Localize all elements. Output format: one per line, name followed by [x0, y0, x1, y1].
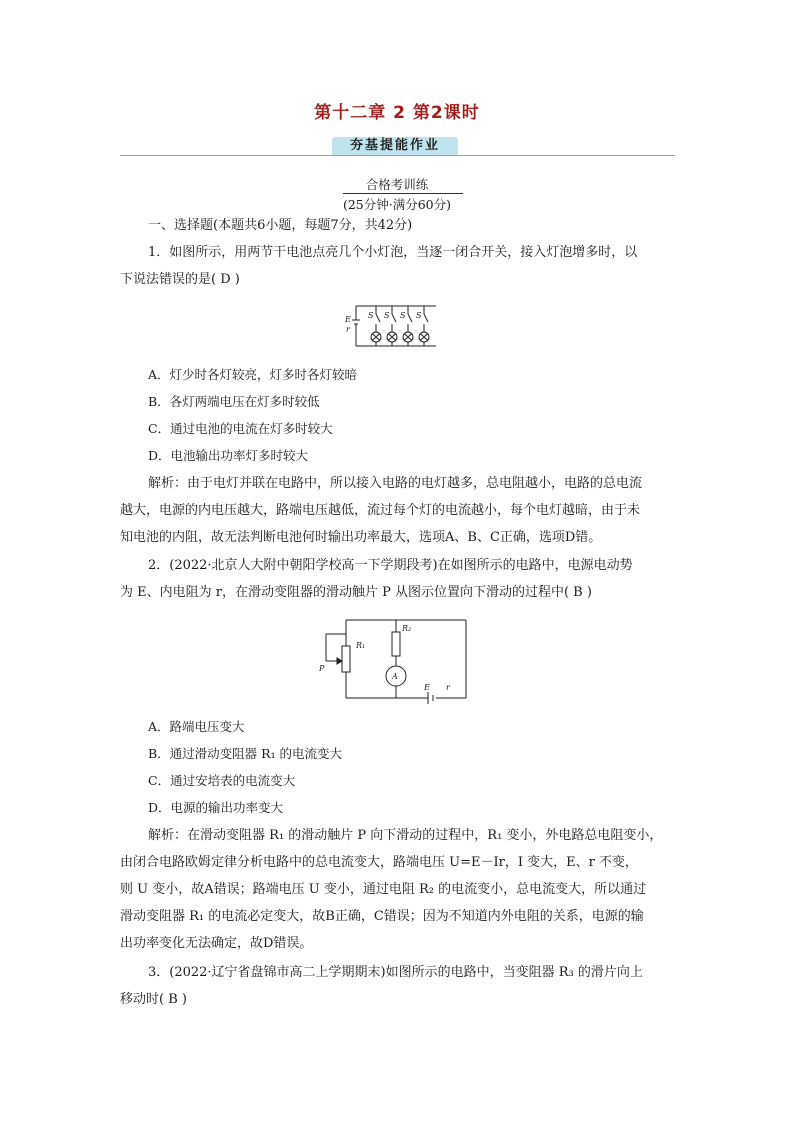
q1-analysis-line2: 越大，电源的内电压越大，路端电压越低，流过每个灯的电流越小，每个电灯越暗，由于未 — [120, 503, 641, 518]
q2-fig-label-R1: R₁ — [356, 641, 366, 650]
q1-fig-label-S4: S — [416, 311, 422, 320]
q1-stem-line2: 下说法错误的是( D ) — [120, 272, 240, 287]
q1-fig-label-E: E — [345, 315, 351, 324]
q2-analysis-line1: 解析：在滑动变阻器 R₁ 的滑动触片 P 向下滑动的过程中，R₁ 变小，外电路总电阻变小， — [148, 828, 663, 843]
q1-fig-label-S1: S — [368, 311, 374, 320]
part-heading: 一、选择题(本题共6小题，每题7分，共42分) — [148, 218, 413, 233]
q2-fig-label-R2: R₂ — [402, 624, 412, 633]
section-underline — [343, 193, 463, 194]
q2-option-a: A．路端电压变大 — [148, 719, 245, 734]
q2-fig-label-P: P — [319, 664, 325, 673]
q1-circuit-figure — [340, 300, 440, 352]
q2-stem-line1: 2．(2022·北京人大附中朝阳学校高一下学期段考)在如图所示的电路中，电源电动势 — [148, 558, 633, 573]
section-name: 合格考训练 — [365, 177, 429, 192]
header-divider — [120, 155, 675, 156]
q1-option-a: A．灯少时各灯较亮，灯多时各灯较暗 — [148, 367, 358, 382]
q1-option-d: D．电池输出功率灯多时较大 — [148, 448, 309, 463]
q1-option-b: B．各灯两端电压在灯多时较低 — [148, 394, 320, 409]
q2-fig-label-r: r — [446, 683, 450, 692]
q3-stem-line1: 3．(2022·辽宁省盘锦市高二上学期期末)如图所示的电路中，当变阻器 R₃ 的滑片向上 — [148, 965, 643, 980]
section-time: (25分钟·满分60分) — [342, 197, 452, 212]
q1-analysis-line1: 解析：由于电灯并联在电路中，所以接入电路的电灯越多，总电阻越小，电路的总电流 — [148, 476, 643, 491]
q1-analysis-line3: 知电池的内阻，故无法判断电池何时输出功率最大，选项A、B、C正确，选项D错。 — [120, 530, 602, 545]
section-tag: 夯基提能作业 — [332, 137, 458, 155]
q3-stem-line2: 移动时( B ) — [120, 992, 187, 1007]
q2-fig-label-A: A — [392, 672, 398, 681]
q1-fig-label-S2: S — [384, 311, 390, 320]
q2-analysis-line5: 出功率变化无法确定，故D错误。 — [120, 936, 313, 951]
q2-stem-line2: 为 E、内电阻为 r，在滑动变阻器的滑动触片 P 从图示位置向下滑动的过程中( B ) — [120, 585, 592, 600]
q2-fig-label-E: E — [424, 683, 430, 692]
q2-analysis-line3: 则 U 变小，故A错误；路端电压 U 变小，通过电阻 R₂ 的电流变小，总电流变大，所以通过 — [120, 882, 647, 897]
page-title: 第十二章 2 第2课时 — [314, 103, 480, 123]
q1-stem-line1: 1．如图所示，用两节干电池点亮几个小灯泡，当逐一闭合开关，接入灯泡增多时，以 — [148, 245, 638, 260]
q1-fig-label-S3: S — [400, 311, 406, 320]
q1-option-c: C．通过电池的电流在灯多时较大 — [148, 421, 333, 436]
q2-option-c: C．通过安培表的电流变大 — [148, 773, 296, 788]
q2-analysis-line4: 滑动变阻器 R₁ 的电流必定变大，故B正确，C错误；因为不知道内外电阻的关系，电源的输 — [120, 909, 644, 924]
q2-circuit-figure — [318, 614, 472, 706]
q2-option-b: B．通过滑动变阻器 R₁ 的电流变大 — [148, 746, 343, 761]
q1-fig-label-r: r — [346, 325, 350, 334]
q2-analysis-line2: 由闭合电路欧姆定律分析电路中的总电流变大，路端电压 U=E－Ir，I 变大，E、r 不变， — [120, 855, 638, 870]
q2-option-d: D．电源的输出功率变大 — [148, 800, 284, 815]
